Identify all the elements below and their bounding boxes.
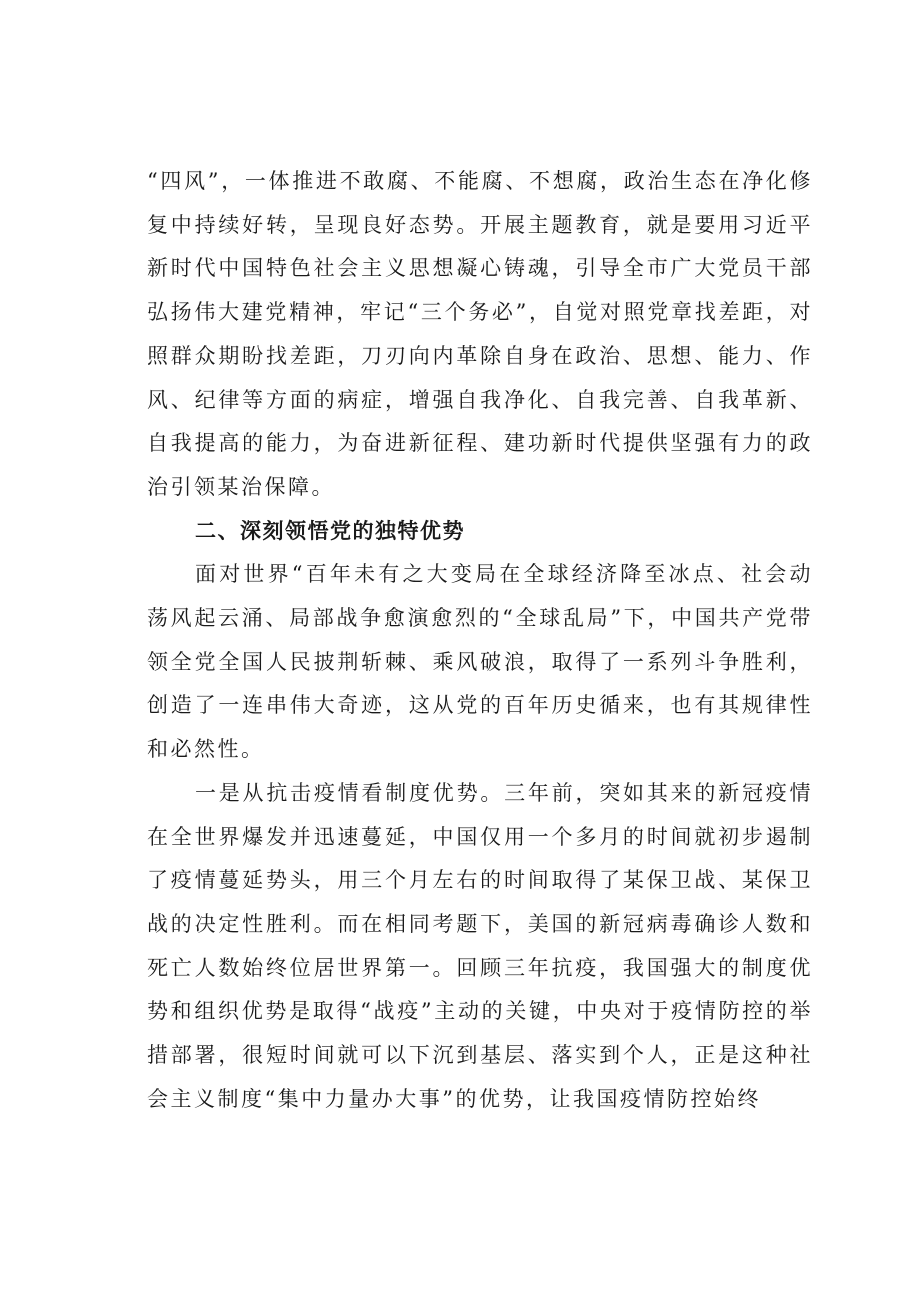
paragraph-continuation: “四风”，一体推进不敢腐、不能腐、不想腐，政治生态在净化修复中持续好转，呈现良好态势。开展主题教育，就是要用习近平新时代中国特色社会主义思想凝心铸魂，引导全市广大党员干部弘扬伟大建党精神，牢记“三个务必”，自觉对照党章找差距，对照群众期盼找差距，刀刃向内革除自身在政治、思想、能力、作风、纪律等方面的病症，增强自我净化、自我完善、自我革新、自我提高的能力，为奋进新征程、建功新时代提供坚强有力的政治引领某治保障。 [147,169,813,499]
paragraph-point-one: 一是从抗击疫情看制度优势。三年前，突如其来的新冠疫情在全世界爆发并迅速蔓延，中国仅用一个多月的时间就初步遏制了疫情蔓延势头，用三个月左右的时间取得了某保卫战、某保卫战的决定性胜利。而在相同考题下，美国的新冠病毒确诊人数和死亡人数始终位居世界第一。回顾三年抗疫，我国强大的制度优势和组织优势是取得“战疫”主动的关键，中央对于疫情防控的举措部署，很短时间就可以下沉到基层、落实到个人，正是这种社会主义制度“集中力量办大事”的优势，让我国疫情防控始终 [147,780,813,1111]
document-body [147,160,813,1121]
paragraph-intro: 面对世界“百年未有之大变局在全球经济降至冰点、社会动荡风起云涌、局部战争愈演愈烈的“全球乱局”下，中国共产党带领全党全国人民披荆斩棘、乘风破浪，取得了一系列斗争胜利，创造了一连串伟大奇迹，这从党的百年历史循来，也有其规律性和必然性。 [147,562,813,762]
section-heading: 二、深刻领悟党的独特优势 [195,518,465,543]
